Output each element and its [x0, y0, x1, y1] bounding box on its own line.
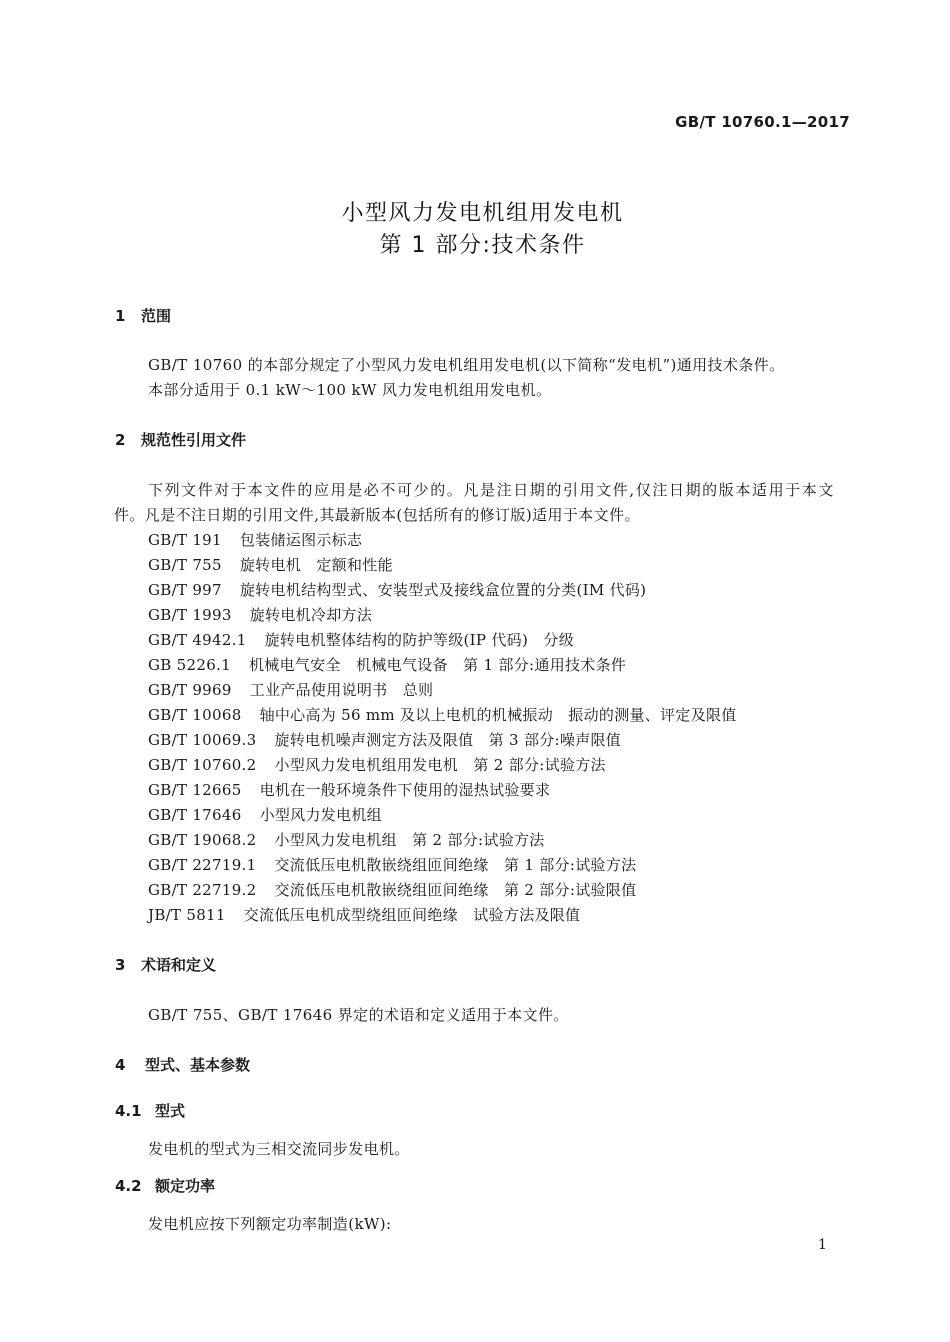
reference-title: 小型风力发电机组 第 2 部分:试验方法	[274, 831, 545, 849]
reference-title: 轴中心高为 56 mm 及以上电机的机械振动 振动的测量、评定及限值	[259, 706, 737, 724]
reference-item	[148, 654, 626, 675]
reference-title: 交流低压电机散嵌绕组匝间绝缘 第 1 部分:试验方法	[274, 856, 637, 874]
reference-code: GB/T 17646	[148, 806, 242, 824]
reference-code: GB/T 755	[148, 556, 222, 574]
reference-code: GB/T 9969	[148, 681, 232, 699]
section-heading-1	[115, 305, 171, 326]
reference-title: 机械电气安全 机械电气设备 第 1 部分:通用技术条件	[248, 656, 627, 674]
reference-code: GB/T 997	[148, 581, 222, 599]
reference-code: GB/T 19068.2	[148, 831, 257, 849]
standard-code: GB/T 10760.1—2017	[675, 113, 850, 131]
reference-code: GB/T 10068	[148, 706, 242, 724]
section-number: 4.1	[115, 1102, 142, 1120]
reference-item	[148, 829, 545, 850]
section-title: 型式	[155, 1102, 186, 1120]
paragraph: GB/T 10760 的本部分规定了小型风力发电机组用发电机(以下简称“发电机”)通用技术条件。	[148, 356, 785, 374]
reference-title: 旋转电机噪声测定方法及限值 第 3 部分:噪声限值	[274, 731, 622, 749]
page-number: 1	[818, 1237, 827, 1253]
section-title: 规范性引用文件	[141, 431, 247, 449]
subsection-heading-4-2	[115, 1175, 215, 1196]
subsection-heading-4-1	[115, 1100, 185, 1121]
reference-title: 包装储运图示标志	[239, 531, 363, 549]
reference-code: GB/T 1993	[148, 606, 232, 624]
reference-item	[148, 604, 372, 625]
reference-item	[148, 579, 646, 600]
reference-title: 交流低压电机成型绕组匝间绝缘 试验方法及限值	[243, 906, 581, 924]
section-heading-4	[115, 1054, 250, 1075]
reference-item	[148, 879, 636, 900]
reference-code: GB/T 22719.2	[148, 881, 257, 899]
paragraph: 下列文件对于本文件的应用是必不可少的。凡是注日期的引用文件,仅注日期的版本适用于本文	[148, 481, 835, 499]
paragraph: 件。凡是不注日期的引用文件,其最新版本(包括所有的修订版)适用于本文件。	[114, 506, 640, 524]
section-title: 额定功率	[155, 1177, 216, 1195]
section-title: 范围	[141, 307, 172, 325]
paragraph: 本部分适用于 0.1 kW～100 kW 风力发电机组用发电机。	[148, 381, 552, 399]
reference-item	[148, 629, 574, 650]
reference-title: 旋转电机结构型式、安装型式及接线盒位置的分类(IM 代码)	[239, 581, 647, 599]
reference-item	[148, 854, 636, 875]
reference-code: GB/T 22719.1	[148, 856, 257, 874]
reference-title: 旋转电机 定额和性能	[239, 556, 393, 574]
section-number: 3	[115, 956, 126, 974]
section-title: 术语和定义	[141, 956, 217, 974]
reference-code: GB/T 10760.2	[148, 756, 257, 774]
reference-code: GB/T 191	[148, 531, 222, 549]
reference-item	[148, 554, 393, 575]
reference-item	[148, 804, 382, 825]
reference-code: GB 5226.1	[148, 656, 231, 674]
section-heading-3	[115, 954, 216, 975]
paragraph: 发电机的型式为三相交流同步发电机。	[148, 1140, 410, 1158]
document-subtitle: 第 1 部分:技术条件	[379, 233, 586, 258]
section-number: 4	[115, 1056, 126, 1074]
reference-code: JB/T 5811	[148, 906, 226, 924]
section-number: 4.2	[115, 1177, 142, 1195]
reference-item	[148, 679, 433, 700]
reference-item	[148, 704, 737, 725]
reference-item	[148, 754, 606, 775]
reference-code: GB/T 4942.1	[148, 631, 247, 649]
section-heading-2	[115, 429, 246, 450]
reference-code: GB/T 12665	[148, 781, 242, 799]
paragraph: 发电机应按下列额定功率制造(kW):	[148, 1215, 392, 1233]
reference-title: 电机在一般环境条件下使用的湿热试验要求	[259, 781, 551, 799]
document-title: 小型风力发电机组用发电机	[341, 201, 624, 226]
reference-item	[148, 729, 621, 750]
reference-title: 旋转电机整体结构的防护等级(IP 代码) 分级	[264, 631, 575, 649]
paragraph: GB/T 755、GB/T 17646 界定的术语和定义适用于本文件。	[148, 1006, 569, 1024]
reference-item	[148, 904, 580, 925]
reference-title: 工业产品使用说明书 总则	[249, 681, 434, 699]
section-number: 2	[115, 431, 126, 449]
section-title: 型式、基本参数	[145, 1056, 251, 1074]
reference-code: GB/T 10069.3	[148, 731, 257, 749]
reference-item	[148, 779, 550, 800]
reference-title: 小型风力发电机组用发电机 第 2 部分:试验方法	[274, 756, 606, 774]
reference-title: 旋转电机冷却方法	[249, 606, 373, 624]
reference-item	[148, 529, 362, 550]
section-number: 1	[115, 307, 126, 325]
reference-title: 交流低压电机散嵌绕组匝间绝缘 第 2 部分:试验限值	[274, 881, 637, 899]
reference-title: 小型风力发电机组	[259, 806, 382, 824]
